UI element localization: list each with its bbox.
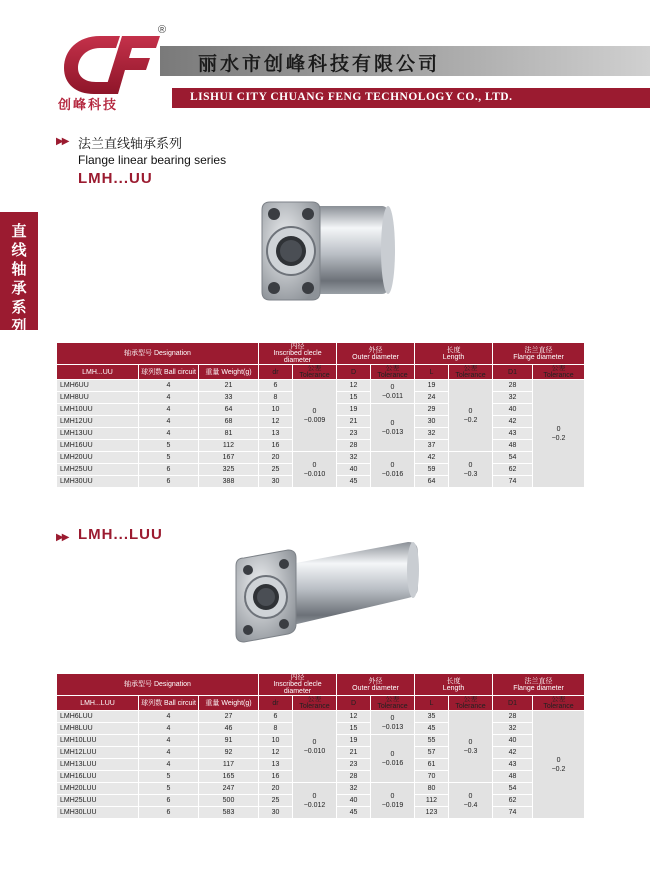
header-flange-cn: 法兰直径 bbox=[524, 677, 553, 685]
cell-L: 61 bbox=[415, 759, 449, 771]
cell-dr: 30 bbox=[259, 807, 293, 819]
header-tolerance: 公差 Tolerance bbox=[371, 696, 415, 711]
cell-tol-L: 0 −0.2 bbox=[449, 380, 493, 452]
cell-tol-L: 0 −0.3 bbox=[449, 452, 493, 488]
cell-balls: 5 bbox=[139, 783, 199, 795]
cell-name: LMH30UU bbox=[57, 476, 139, 488]
header-D1: D1 bbox=[493, 696, 533, 711]
cell-name: LMH13UU bbox=[57, 428, 139, 440]
cell-dr: 10 bbox=[259, 404, 293, 416]
header-inner-cn: 内径 bbox=[290, 343, 305, 350]
spec-table-lmh-uu bbox=[56, 342, 585, 488]
side-tab-linear-bearing-series bbox=[0, 212, 38, 335]
cell-L: 29 bbox=[415, 404, 449, 416]
header-inner-en: Inscribed clecle diameter bbox=[273, 681, 322, 695]
cell-weight: 583 bbox=[199, 807, 259, 819]
header-dr: dr bbox=[259, 696, 293, 711]
cell-tol-dr: 0 −0.012 bbox=[293, 783, 337, 819]
cell-D1: 28 bbox=[493, 380, 533, 392]
cell-balls: 6 bbox=[139, 464, 199, 476]
cell-D1: 74 bbox=[493, 807, 533, 819]
cell-weight: 27 bbox=[199, 711, 259, 723]
side-tab-char: 轴 bbox=[11, 260, 27, 278]
header-length bbox=[415, 343, 493, 365]
flange-bearing-short-image bbox=[250, 192, 400, 310]
header-inner-diameter bbox=[259, 674, 337, 696]
cell-name: LMH10UU bbox=[57, 404, 139, 416]
cell-balls: 4 bbox=[139, 759, 199, 771]
cell-dr: 13 bbox=[259, 428, 293, 440]
header-flange-en: Flange diameter bbox=[513, 353, 564, 361]
section-title-cn: 法兰直线轴承系列 bbox=[78, 137, 183, 152]
cell-weight: 117 bbox=[199, 759, 259, 771]
cell-name: LMH8LUU bbox=[57, 723, 139, 735]
cell-L: 70 bbox=[415, 771, 449, 783]
cell-balls: 4 bbox=[139, 428, 199, 440]
header-weight: 重量 Weight(g) bbox=[199, 365, 259, 380]
section-model-lmh-uu: LMH...UU bbox=[78, 170, 153, 187]
cell-dr: 25 bbox=[259, 795, 293, 807]
side-tab-char: 系 bbox=[11, 298, 27, 316]
cell-L: 45 bbox=[415, 723, 449, 735]
cell-name: LMH30LUU bbox=[57, 807, 139, 819]
cell-name: LMH10LUU bbox=[57, 735, 139, 747]
section-model-lmh-luu: LMH...LUU bbox=[78, 526, 163, 543]
cell-dr: 12 bbox=[259, 747, 293, 759]
cell-D1: 32 bbox=[493, 392, 533, 404]
cell-L: 64 bbox=[415, 476, 449, 488]
cell-dr: 12 bbox=[259, 416, 293, 428]
cell-weight: 500 bbox=[199, 795, 259, 807]
cell-L: 123 bbox=[415, 807, 449, 819]
registered-mark: ® bbox=[158, 24, 167, 36]
header-outer-diameter bbox=[337, 674, 415, 696]
cell-dr: 16 bbox=[259, 771, 293, 783]
header-inner-diameter bbox=[259, 343, 337, 365]
cell-balls: 5 bbox=[139, 771, 199, 783]
cell-balls: 5 bbox=[139, 452, 199, 464]
company-name-en: LISHUI CITY CHUANG FENG TECHNOLOGY CO., LTD. bbox=[190, 91, 513, 103]
cell-L: 37 bbox=[415, 440, 449, 452]
cell-weight: 33 bbox=[199, 392, 259, 404]
cell-tol-D1: 0 −0.2 bbox=[533, 711, 585, 819]
table-row bbox=[57, 783, 585, 795]
cell-tol-L: 0 −0.3 bbox=[449, 711, 493, 783]
company-name-cn: 丽水市创峰科技有限公司 bbox=[198, 53, 441, 75]
cell-balls: 4 bbox=[139, 711, 199, 723]
cell-L: 24 bbox=[415, 392, 449, 404]
cell-tol-dr: 0 −0.009 bbox=[293, 380, 337, 452]
header-outer-en: Outer diameter bbox=[352, 684, 399, 692]
header-weight: 重量 Weight(g) bbox=[199, 696, 259, 711]
header-tolerance: 公差 Tolerance bbox=[293, 365, 337, 380]
cell-name: LMH13LUU bbox=[57, 759, 139, 771]
header-length-en: Length bbox=[442, 353, 465, 361]
cell-tol-D1: 0 −0.2 bbox=[533, 380, 585, 488]
cell-D: 32 bbox=[337, 783, 371, 795]
cell-weight: 167 bbox=[199, 452, 259, 464]
cell-balls: 4 bbox=[139, 747, 199, 759]
cell-name: LMH25UU bbox=[57, 464, 139, 476]
cell-D: 40 bbox=[337, 464, 371, 476]
side-tab-char: 直 bbox=[11, 222, 27, 240]
header-tolerance: 公差 Tolerance bbox=[449, 696, 493, 711]
header-outer-diameter bbox=[337, 343, 415, 365]
cell-D1: 40 bbox=[493, 735, 533, 747]
cell-name: LMH20UU bbox=[57, 452, 139, 464]
header-model: LMH...UU bbox=[57, 365, 139, 380]
cell-L: 42 bbox=[415, 452, 449, 464]
cell-D: 45 bbox=[337, 476, 371, 488]
side-tab-char: 线 bbox=[11, 241, 27, 259]
cell-balls: 5 bbox=[139, 440, 199, 452]
cell-D: 12 bbox=[337, 380, 371, 392]
header-ball-circuit: 球列数 Ball circuit bbox=[139, 365, 199, 380]
cell-balls: 4 bbox=[139, 723, 199, 735]
cell-tol-dr: 0 −0.010 bbox=[293, 452, 337, 488]
cell-L: 59 bbox=[415, 464, 449, 476]
section-title-en: Flange linear bearing series bbox=[78, 153, 227, 167]
cell-D: 28 bbox=[337, 440, 371, 452]
header-dr: dr bbox=[259, 365, 293, 380]
header-L: L bbox=[415, 365, 449, 380]
cell-balls: 6 bbox=[139, 476, 199, 488]
side-tab-char: 列 bbox=[11, 317, 27, 335]
cell-dr: 16 bbox=[259, 440, 293, 452]
cell-tol-dr: 0 −0.010 bbox=[293, 711, 337, 783]
cell-dr: 20 bbox=[259, 452, 293, 464]
header-outer-cn: 外径 bbox=[368, 346, 383, 354]
cell-D: 15 bbox=[337, 392, 371, 404]
cell-D: 40 bbox=[337, 795, 371, 807]
cell-L: 55 bbox=[415, 735, 449, 747]
cell-balls: 4 bbox=[139, 416, 199, 428]
cell-D1: 32 bbox=[493, 723, 533, 735]
header-flange-diameter bbox=[493, 343, 585, 365]
cell-tol-D: 0 −0.016 bbox=[371, 452, 415, 488]
header-tolerance: 公差 Tolerance bbox=[533, 696, 585, 711]
table-row bbox=[57, 452, 585, 464]
cell-D: 15 bbox=[337, 723, 371, 735]
header-D: D bbox=[337, 365, 371, 380]
cell-L: 19 bbox=[415, 380, 449, 392]
header-outer-cn: 外径 bbox=[368, 677, 383, 685]
cell-dr: 6 bbox=[259, 711, 293, 723]
cell-name: LMH12LUU bbox=[57, 747, 139, 759]
cell-D1: 28 bbox=[493, 711, 533, 723]
cell-D1: 43 bbox=[493, 759, 533, 771]
cell-name: LMH16LUU bbox=[57, 771, 139, 783]
cell-weight: 91 bbox=[199, 735, 259, 747]
cell-weight: 81 bbox=[199, 428, 259, 440]
cell-dr: 6 bbox=[259, 380, 293, 392]
cell-D1: 54 bbox=[493, 783, 533, 795]
cell-D: 21 bbox=[337, 747, 371, 759]
section-arrow-icon: ▶▶ bbox=[56, 532, 68, 543]
cell-weight: 21 bbox=[199, 380, 259, 392]
table-row bbox=[57, 711, 585, 723]
cell-balls: 6 bbox=[139, 807, 199, 819]
cell-D1: 74 bbox=[493, 476, 533, 488]
cell-name: LMH20LUU bbox=[57, 783, 139, 795]
cell-L: 32 bbox=[415, 428, 449, 440]
cell-tol-D: 0 −0.013 bbox=[371, 711, 415, 735]
cell-name: LMH8UU bbox=[57, 392, 139, 404]
table-row bbox=[57, 380, 585, 392]
cell-L: 30 bbox=[415, 416, 449, 428]
cell-D1: 42 bbox=[493, 416, 533, 428]
header-model: LMH...LUU bbox=[57, 696, 139, 711]
cell-D1: 62 bbox=[493, 795, 533, 807]
header-outer-en: Outer diameter bbox=[352, 353, 399, 361]
cell-D1: 62 bbox=[493, 464, 533, 476]
header-length-en: Length bbox=[442, 684, 465, 692]
cell-D: 19 bbox=[337, 404, 371, 416]
header-tolerance: 公差 Tolerance bbox=[293, 696, 337, 711]
cell-weight: 92 bbox=[199, 747, 259, 759]
header-tolerance: 公差 Tolerance bbox=[449, 365, 493, 380]
cell-balls: 6 bbox=[139, 795, 199, 807]
cell-tol-D: 0 −0.013 bbox=[371, 404, 415, 452]
cell-name: LMH12UU bbox=[57, 416, 139, 428]
cell-L: 57 bbox=[415, 747, 449, 759]
spec-table-lmh-luu bbox=[56, 673, 585, 819]
header-length-cn: 长度 bbox=[446, 677, 461, 685]
header-length-cn: 长度 bbox=[446, 346, 461, 354]
header-L: L bbox=[415, 696, 449, 711]
cell-D: 23 bbox=[337, 428, 371, 440]
cell-L: 80 bbox=[415, 783, 449, 795]
flange-bearing-long-image bbox=[230, 536, 420, 644]
cell-weight: 325 bbox=[199, 464, 259, 476]
cell-dr: 20 bbox=[259, 783, 293, 795]
cell-weight: 165 bbox=[199, 771, 259, 783]
cell-D: 12 bbox=[337, 711, 371, 723]
cell-dr: 10 bbox=[259, 735, 293, 747]
cell-weight: 46 bbox=[199, 723, 259, 735]
cell-weight: 64 bbox=[199, 404, 259, 416]
cell-dr: 30 bbox=[259, 476, 293, 488]
cell-D: 23 bbox=[337, 759, 371, 771]
cell-D: 32 bbox=[337, 452, 371, 464]
cell-balls: 4 bbox=[139, 392, 199, 404]
side-tab-char: 承 bbox=[11, 279, 27, 297]
cell-weight: 247 bbox=[199, 783, 259, 795]
cell-D1: 54 bbox=[493, 452, 533, 464]
header-designation: 轴承型号 Designation bbox=[57, 674, 259, 696]
cell-D1: 48 bbox=[493, 771, 533, 783]
cell-D: 45 bbox=[337, 807, 371, 819]
cell-balls: 4 bbox=[139, 404, 199, 416]
cell-dr: 25 bbox=[259, 464, 293, 476]
cell-D: 21 bbox=[337, 416, 371, 428]
cell-name: LMH16UU bbox=[57, 440, 139, 452]
header-flange-en: Flange diameter bbox=[513, 684, 564, 692]
header-tolerance: 公差 Tolerance bbox=[533, 365, 585, 380]
header-flange-diameter bbox=[493, 674, 585, 696]
header-flange-cn: 法兰直径 bbox=[524, 346, 553, 354]
cell-balls: 4 bbox=[139, 380, 199, 392]
cell-L: 112 bbox=[415, 795, 449, 807]
cell-name: LMH6LUU bbox=[57, 711, 139, 723]
logo-text: 创峰科技 bbox=[58, 98, 119, 113]
header-tolerance: 公差 Tolerance bbox=[371, 365, 415, 380]
section-arrow-icon: ▶▶ bbox=[56, 136, 68, 147]
header-inner-cn: 内径 bbox=[290, 674, 305, 681]
header-inner-en: Inscribed clecle diameter bbox=[273, 350, 322, 364]
cell-balls: 4 bbox=[139, 735, 199, 747]
header-D: D bbox=[337, 696, 371, 711]
header-ball-circuit: 球列数 Ball circuit bbox=[139, 696, 199, 711]
cell-D1: 42 bbox=[493, 747, 533, 759]
header-D1: D1 bbox=[493, 365, 533, 380]
cell-dr: 8 bbox=[259, 723, 293, 735]
cell-D: 28 bbox=[337, 771, 371, 783]
cell-dr: 8 bbox=[259, 392, 293, 404]
cell-tol-D: 0 −0.011 bbox=[371, 380, 415, 404]
cell-D1: 43 bbox=[493, 428, 533, 440]
cell-name: LMH6UU bbox=[57, 380, 139, 392]
cell-weight: 388 bbox=[199, 476, 259, 488]
cell-dr: 13 bbox=[259, 759, 293, 771]
cell-D: 19 bbox=[337, 735, 371, 747]
cell-D1: 40 bbox=[493, 404, 533, 416]
cell-tol-L: 0 −0.4 bbox=[449, 783, 493, 819]
cell-tol-D: 0 −0.016 bbox=[371, 735, 415, 783]
cell-L: 35 bbox=[415, 711, 449, 723]
cell-weight: 68 bbox=[199, 416, 259, 428]
cell-tol-D: 0 −0.019 bbox=[371, 783, 415, 819]
header-length bbox=[415, 674, 493, 696]
cell-D1: 48 bbox=[493, 440, 533, 452]
cell-weight: 112 bbox=[199, 440, 259, 452]
cell-name: LMH25LUU bbox=[57, 795, 139, 807]
header-designation: 轴承型号 Designation bbox=[57, 343, 259, 365]
